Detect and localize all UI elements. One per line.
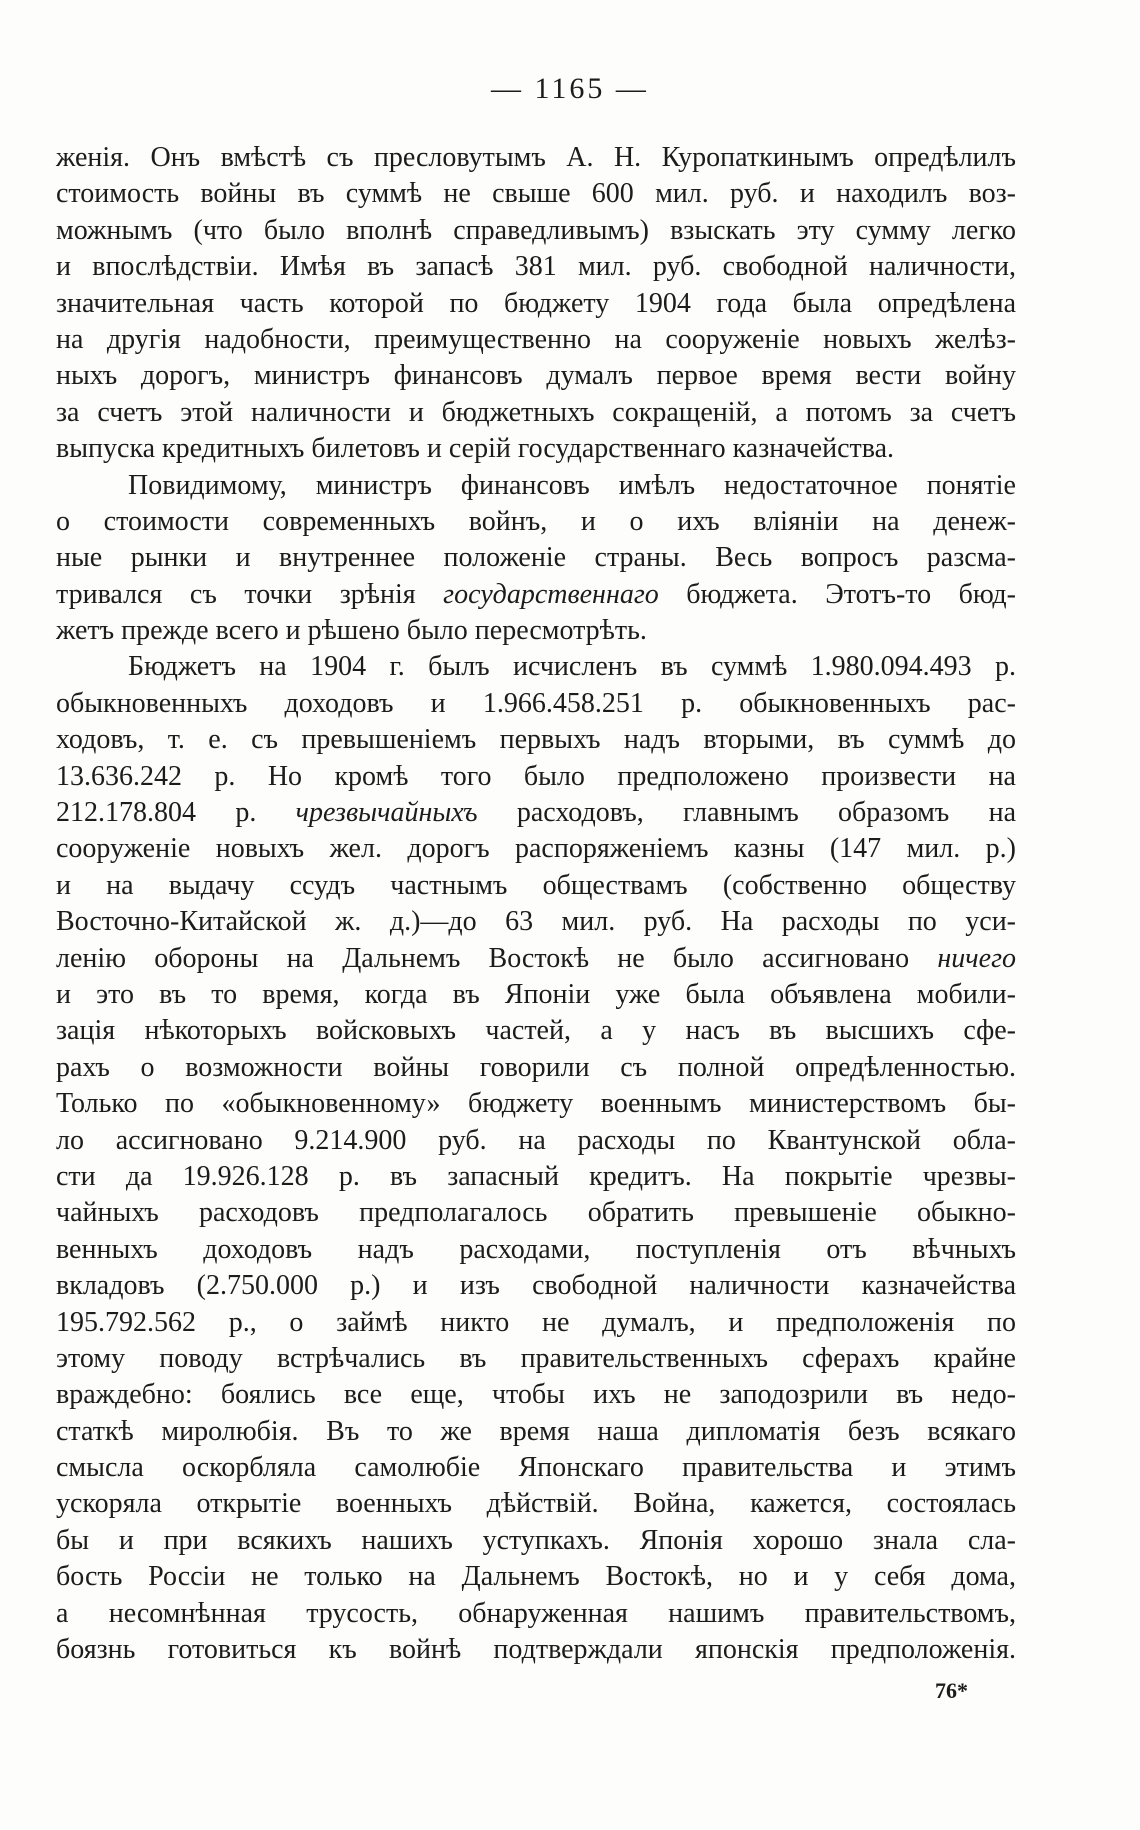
paragraph-1 [56, 140, 1016, 468]
text-line: сооруженіе новыхъ жел. дорогъ распоряженіемъ казны (147 мил. р.) [56, 833, 1016, 865]
text-line: ускоряла открытіе военныхъ дѣйствій. Война, кажется, состоялась [56, 1488, 1016, 1520]
text-line: а несомнѣнная трусость, обнаруженная нашимъ правительствомъ, [56, 1597, 1016, 1629]
text-line: выпуска кредитныхъ билетовъ и серій государственнаго казначейства. [56, 433, 895, 465]
text-segment: бюджета. Этотъ-то бюд- [658, 578, 1016, 610]
text-line: женія. Онъ вмѣстѣ съ пресловутымъ А. Н. Куропаткинымъ опредѣлилъ [56, 142, 1016, 173]
italic-term: государственнаго [443, 578, 659, 610]
text-line: бость Россіи не только на Дальнемъ Востокѣ, но и у себя дома, [56, 1561, 1016, 1593]
text-line: смысла оскорбляла самолюбіе Японскаго правительства и этимъ [56, 1452, 1016, 1484]
text-line: бы и при всякихъ нашихъ уступкахъ. Японія хорошо знала сла- [56, 1524, 1016, 1556]
text-line: о стоимости современныхъ войнъ, и о ихъ вліяніи на денеж- [56, 505, 1016, 537]
text-line: Только по «обыкновенному» бюджету военнымъ министерствомъ бы- [56, 1088, 1016, 1120]
signature-mark: 76* [935, 1678, 968, 1703]
text-line: на другія надобности, преимущественно на сооруженіе новыхъ желѣз- [56, 323, 1016, 355]
text-segment: 212.178.804 р. [56, 797, 296, 829]
text-line: вкладовъ (2.750.000 р.) и изъ свободной наличности казначейства [56, 1270, 1016, 1302]
text-line-with-italic [56, 577, 1016, 613]
paragraph-3 [56, 649, 1016, 1668]
text-line: венныхъ доходовъ надъ расходами, поступленія отъ вѣчныхъ [56, 1233, 1016, 1265]
text-line: и это въ то время, когда въ Японіи уже была объявлена мобили- [56, 978, 1016, 1010]
text-line: ло ассигновано 9.214.900 руб. на расходы по Квантунской обла- [56, 1124, 1016, 1156]
body-text [56, 140, 1016, 1668]
text-line: и впослѣдствіи. Имѣя въ запасѣ 381 мил. руб. свободной наличности, [56, 251, 1016, 283]
paragraph-2 [56, 468, 1016, 650]
text-line: ходовъ, т. е. съ превышеніемъ первыхъ надъ вторыми, въ суммѣ до [56, 724, 1016, 756]
text-line: можнымъ (что было вполнѣ справедливымъ) взыскать эту сумму легко [56, 214, 1016, 246]
text-line: ныхъ дорогъ, министръ финансовъ думалъ первое время вести войну [56, 360, 1016, 392]
text-line: Восточно-Китайской ж. д.)—до 63 мил. руб. На расходы по уси- [56, 906, 1016, 938]
page-number: — 1165 — [491, 72, 649, 105]
text-line: боязнь готовиться къ войнѣ подтверждали японскія предположенія. [56, 1634, 1016, 1666]
text-segment: ленію обороны на Дальнемъ Востокѣ не было ассигновано [56, 942, 938, 974]
text-segment: расходовъ, главнымъ образомъ на [477, 797, 1016, 829]
text-line: Бюджетъ на 1904 г. былъ исчисленъ въ суммѣ 1.980.094.493 р. [128, 651, 1016, 683]
text-line: 195.792.562 р., о займѣ никто не думалъ, и предположенія по [56, 1306, 1016, 1338]
text-line: за счетъ этой наличности и бюджетныхъ сокращеній, а потомъ за счетъ [56, 396, 1016, 428]
text-line: значительная часть которой по бюджету 1904 года была опредѣлена [56, 287, 1016, 319]
text-line: зація нѣкоторыхъ войсковыхъ частей, а у насъ въ высшихъ сфе- [56, 1015, 1016, 1047]
text-line: обыкновенныхъ доходовъ и 1.966.458.251 р. обыкновенныхъ рас- [56, 687, 1016, 719]
text-line: Повидимому, министръ финансовъ имѣлъ недостаточное понятіе [128, 469, 1016, 501]
text-line: рахъ о возможности войны говорили съ полной опредѣленностью. [56, 1051, 1016, 1083]
text-line: враждебно: боялись все еще, чтобы ихъ не заподозрили въ недо- [56, 1379, 1016, 1411]
italic-term: ничего [937, 942, 1016, 974]
text-line: этому поводу встрѣчались въ правительственныхъ сферахъ крайне [56, 1342, 1016, 1374]
text-line: ные рынки и внутреннее положеніе страны. Весь вопросъ разсма- [56, 542, 1016, 574]
italic-term: чрезвычайныхъ [295, 797, 478, 829]
text-line: жетъ прежде всего и рѣшено было пересмотрѣть. [56, 615, 647, 647]
text-line: чайныхъ расходовъ предполагалось обратить превышеніе обыкно- [56, 1197, 1016, 1229]
text-line: сти да 19.926.128 р. въ запасный кредитъ. На покрытіе чрезвы- [56, 1160, 1016, 1192]
text-line: статкѣ миролюбія. Въ то же время наша дипломатія безъ всякаго [56, 1415, 1016, 1447]
text-line-with-italic [56, 941, 1016, 977]
text-line: и на выдачу ссудъ частнымъ обществамъ (собственно обществу [56, 869, 1016, 901]
text-line-with-italic [56, 795, 1016, 831]
text-line: стоимость войны въ суммѣ не свыше 600 мил. руб. и находилъ воз- [56, 178, 1016, 210]
text-line: 13.636.242 р. Но кромѣ того было предположено произвести на [56, 760, 1016, 792]
text-segment: тривался съ точки зрѣнія [56, 578, 444, 610]
